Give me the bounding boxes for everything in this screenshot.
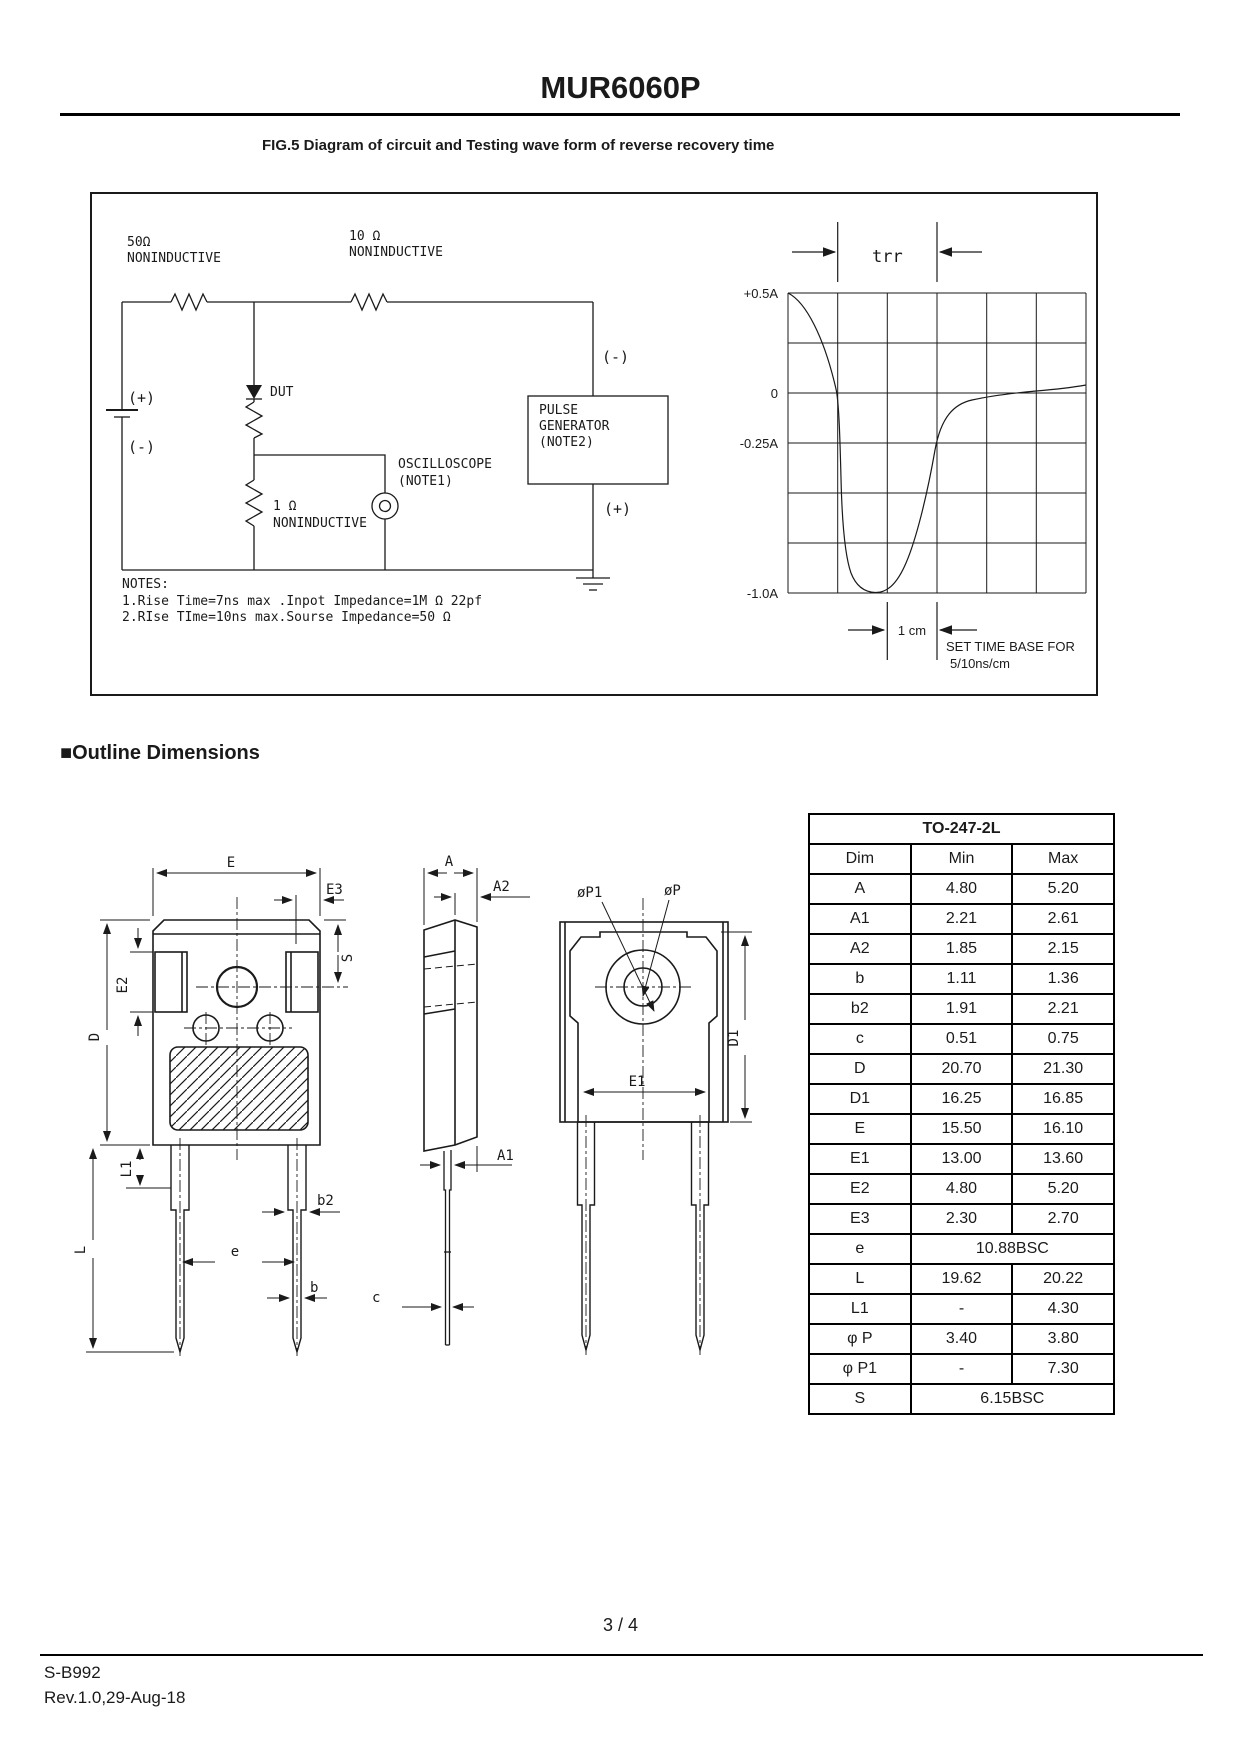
table-header-row bbox=[809, 844, 1114, 874]
pulse-gen-line3: (NOTE2) bbox=[539, 435, 594, 450]
max-cell: 7.30 bbox=[1012, 1354, 1114, 1384]
pulse-gen-line2: GENERATOR bbox=[539, 419, 610, 434]
dim-cell: e bbox=[809, 1234, 911, 1264]
dim-cell: S bbox=[809, 1384, 911, 1414]
dim-cell: b2 bbox=[809, 994, 911, 1024]
min-cell: 19.62 bbox=[911, 1264, 1013, 1294]
max-cell: 16.10 bbox=[1012, 1114, 1114, 1144]
dim-cell: D1 bbox=[809, 1084, 911, 1114]
min-cell: 1.91 bbox=[911, 994, 1013, 1024]
revision-label: Rev.1.0,29-Aug-18 bbox=[44, 1688, 186, 1707]
table-row bbox=[809, 1084, 1114, 1114]
circuit-labels bbox=[122, 229, 631, 625]
footer-rule bbox=[40, 1654, 1203, 1656]
dim-label-P1: øP1 bbox=[577, 885, 603, 901]
dim-cell: L1 bbox=[809, 1294, 911, 1324]
side-dimension-lines bbox=[402, 868, 530, 1307]
header-rule bbox=[60, 113, 1180, 116]
hole-leader-lines bbox=[602, 900, 669, 1011]
max-cell: 2.21 bbox=[1012, 994, 1114, 1024]
max-cell: 21.30 bbox=[1012, 1054, 1114, 1084]
dim-label-b2: b2 bbox=[317, 1193, 334, 1209]
front-view bbox=[73, 855, 356, 1356]
note-2: 2.RIse TIme=10ns max.Sourse Impedance=50 Ω bbox=[122, 610, 451, 625]
side-view bbox=[372, 854, 530, 1345]
table-row bbox=[809, 1114, 1114, 1144]
back-centerlines bbox=[586, 898, 700, 1355]
y-label-zero: 0 bbox=[770, 386, 778, 401]
dim-label-D: D bbox=[87, 1032, 103, 1042]
r10-type: NONINDUCTIVE bbox=[349, 245, 443, 260]
resistor-under-dut bbox=[246, 402, 262, 438]
min-cell: 20.70 bbox=[911, 1054, 1013, 1084]
table-row bbox=[809, 1384, 1114, 1414]
side-lead bbox=[444, 1150, 451, 1345]
table-row bbox=[809, 1054, 1114, 1084]
dim-cell: E2 bbox=[809, 1174, 911, 1204]
dim-label-E1: E1 bbox=[628, 1074, 646, 1090]
dim-label-L: L bbox=[73, 1245, 89, 1255]
document-number: S-B992 bbox=[44, 1663, 101, 1682]
dim-cell: E3 bbox=[809, 1204, 911, 1234]
table-row bbox=[809, 1144, 1114, 1174]
dim-cell: c bbox=[809, 1024, 911, 1054]
max-cell: 5.20 bbox=[1012, 874, 1114, 904]
dim-cell: b bbox=[809, 964, 911, 994]
dim-label-c: c bbox=[372, 1290, 381, 1306]
r50-value: 50Ω bbox=[127, 235, 151, 250]
package-outline-drawing bbox=[60, 850, 805, 1365]
min-cell: 4.80 bbox=[911, 874, 1013, 904]
dim-label-A: A bbox=[444, 854, 454, 870]
figure5-drawing bbox=[90, 192, 1100, 697]
table-row bbox=[809, 1174, 1114, 1204]
table-row bbox=[809, 934, 1114, 964]
y-label-bottom: -1.0A bbox=[746, 586, 778, 601]
notes-title: NOTES: bbox=[122, 577, 169, 592]
note-1: 1.Rise Time=7ns max .Inpot Impedance=1M Ω 22pf bbox=[122, 594, 483, 609]
dim-cell: D bbox=[809, 1054, 911, 1084]
max-cell: 13.60 bbox=[1012, 1144, 1114, 1174]
timebase-line1: SET TIME BASE FOR bbox=[946, 639, 1075, 654]
table-row bbox=[809, 964, 1114, 994]
min-cell: 4.80 bbox=[911, 1174, 1013, 1204]
dim-cell: A1 bbox=[809, 904, 911, 934]
resistor-10ohm bbox=[351, 294, 387, 310]
table-row bbox=[809, 994, 1114, 1024]
max-cell: 3.80 bbox=[1012, 1324, 1114, 1354]
min-cell: 0.51 bbox=[911, 1024, 1013, 1054]
table-row bbox=[809, 904, 1114, 934]
dim-cell: A2 bbox=[809, 934, 911, 964]
one-cm-label: 1 cm bbox=[897, 623, 927, 638]
oscilloscope-label: OSCILLOSCOPE bbox=[398, 457, 492, 472]
dim-label-b: b bbox=[310, 1280, 319, 1296]
min-cell: 1.85 bbox=[911, 934, 1013, 964]
resistor-1ohm bbox=[246, 480, 262, 526]
y-label-quarter: -0.25A bbox=[739, 436, 778, 451]
r1-type: NONINDUCTIVE bbox=[273, 516, 367, 531]
table-row bbox=[809, 1204, 1114, 1234]
max-cell: 2.61 bbox=[1012, 904, 1114, 934]
max-cell: 16.85 bbox=[1012, 1084, 1114, 1114]
table-title: TO-247-2L bbox=[809, 814, 1114, 844]
front-hatched-pad bbox=[170, 1047, 308, 1130]
figure-caption: FIG.5 Diagram of circuit and Testing wave form of reverse recovery time bbox=[262, 137, 775, 154]
dim-label-P: øP bbox=[664, 883, 681, 899]
table-row bbox=[809, 1024, 1114, 1054]
dim-label-S: S bbox=[340, 953, 356, 963]
max-cell: 0.75 bbox=[1012, 1024, 1114, 1054]
dim-label-A2: A2 bbox=[493, 879, 510, 895]
dim-label-E2: E2 bbox=[115, 976, 131, 994]
pg-plus-label: (+) bbox=[604, 500, 632, 518]
min-cell: 3.40 bbox=[911, 1324, 1013, 1354]
page-title: MUR6060P bbox=[540, 70, 701, 105]
table-row bbox=[809, 1324, 1114, 1354]
min-cell: 2.21 bbox=[911, 904, 1013, 934]
trr-label: trr bbox=[872, 247, 903, 267]
page-number: 3 / 4 bbox=[602, 1615, 639, 1635]
y-label-top: +0.5A bbox=[743, 286, 778, 301]
col-header-min: Min bbox=[911, 844, 1013, 874]
timebase-line2: 5/10ns/cm bbox=[950, 656, 1010, 671]
dim-cell: φ P bbox=[809, 1324, 911, 1354]
dim-label-D1: D1 bbox=[726, 1029, 742, 1047]
col-header-max: Max bbox=[1012, 844, 1114, 874]
min-cell: 16.25 bbox=[911, 1084, 1013, 1114]
dim-label-L1: L1 bbox=[119, 1160, 135, 1178]
side-dimension-labels bbox=[372, 854, 514, 1306]
max-cell: 5.20 bbox=[1012, 1174, 1114, 1204]
waveform-y-labels bbox=[740, 286, 779, 601]
table-row bbox=[809, 1264, 1114, 1294]
r10-value: 10 Ω bbox=[349, 229, 381, 244]
min-cell: 2.30 bbox=[911, 1204, 1013, 1234]
min-cell: - bbox=[911, 1354, 1013, 1384]
table-row bbox=[809, 1294, 1114, 1324]
back-tab-outline bbox=[570, 932, 717, 1122]
max-cell: 4.30 bbox=[1012, 1294, 1114, 1324]
col-header-dim: Dim bbox=[809, 844, 911, 874]
dim-cell: φ P1 bbox=[809, 1354, 911, 1384]
span-cell: 6.15BSC bbox=[911, 1384, 1114, 1414]
max-cell: 2.70 bbox=[1012, 1204, 1114, 1234]
max-cell: 2.15 bbox=[1012, 934, 1114, 964]
side-hidden-lines bbox=[424, 964, 477, 1007]
dim-cell: L bbox=[809, 1264, 911, 1294]
outline-dimensions-heading: ■Outline Dimensions bbox=[60, 742, 260, 764]
r50-type: NONINDUCTIVE bbox=[127, 251, 221, 266]
max-cell: 20.22 bbox=[1012, 1264, 1114, 1294]
dim-label-E3: E3 bbox=[326, 882, 343, 898]
battery-plus-label: (+) bbox=[128, 389, 156, 407]
dim-label-A1: A1 bbox=[497, 1148, 514, 1164]
max-cell: 1.36 bbox=[1012, 964, 1114, 994]
min-cell: 15.50 bbox=[911, 1114, 1013, 1144]
table-row bbox=[809, 874, 1114, 904]
oscilloscope-note: (NOTE1) bbox=[398, 474, 453, 489]
r1-value: 1 Ω bbox=[273, 499, 297, 514]
span-cell: 10.88BSC bbox=[911, 1234, 1114, 1264]
resistor-50ohm bbox=[171, 294, 207, 310]
battery-minus-label: (-) bbox=[128, 438, 156, 456]
dim-cell: E bbox=[809, 1114, 911, 1144]
dimensions-table bbox=[808, 813, 1115, 1415]
back-view bbox=[560, 883, 752, 1355]
min-cell: - bbox=[911, 1294, 1013, 1324]
pg-minus-label: (-) bbox=[602, 348, 630, 366]
oscilloscope-probe-icon bbox=[372, 493, 398, 519]
min-cell: 13.00 bbox=[911, 1144, 1013, 1174]
dim-label-e: e bbox=[230, 1244, 240, 1260]
dim-cell: A bbox=[809, 874, 911, 904]
dut-label: DUT bbox=[270, 385, 294, 400]
dim-label-E: E bbox=[226, 855, 236, 871]
table-row bbox=[809, 1354, 1114, 1384]
pulse-gen-line1: PULSE bbox=[539, 403, 579, 418]
dut-diode-icon bbox=[246, 385, 262, 399]
table-row bbox=[809, 1234, 1114, 1264]
min-cell: 1.11 bbox=[911, 964, 1013, 994]
dim-cell: E1 bbox=[809, 1144, 911, 1174]
